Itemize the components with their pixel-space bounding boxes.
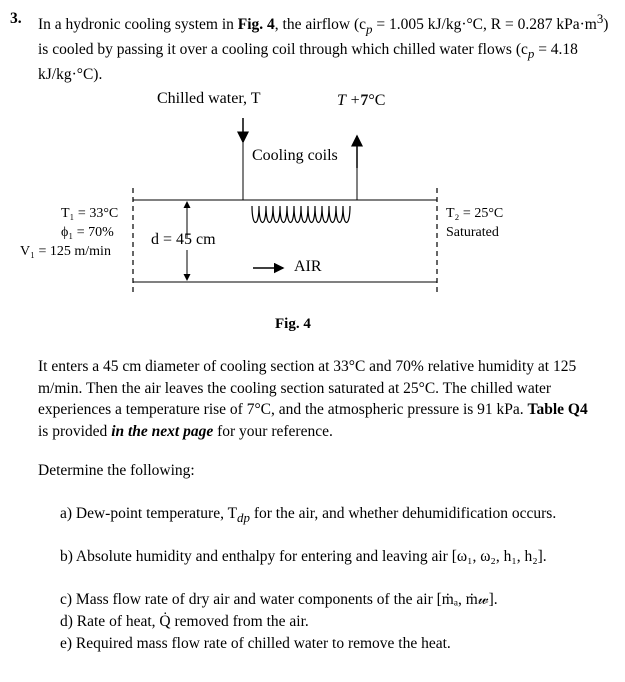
determine-heading: Determine the following: — [38, 462, 195, 479]
cooling-coil-loops — [252, 206, 350, 223]
item-b: b) Absolute humidity and enthalpy for entering and leaving air [ω₁, ω₂, h₁, h₂]. — [60, 548, 547, 565]
cooling-coils-label: Cooling coils — [252, 147, 338, 164]
paragraph-text-1: It enters a 45 cm diameter of cooling section at 33°C and 70% relative humidity at 125 m/min. Then the air leaves the cooling section saturated at 25°C. The chilled water experiences a temperature rise of 7°C, and the atmospheric pressure is 91 kPa. — [38, 358, 577, 418]
item-d: d) Rate of heat, Q̇ removed from the air. — [60, 613, 309, 630]
problem-paragraph — [38, 356, 598, 442]
item-a: a) Dew-point temperature, $T_{dp}$ for the air, and whether dehumidification occurs. — [60, 505, 557, 526]
intro-sup-3: 3 — [596, 11, 604, 26]
outlet-water-label: T +7°C — [337, 92, 386, 109]
question-intro — [10, 8, 610, 85]
inlet-humidity: ϕ₁ = 70% — [61, 225, 114, 240]
inlet-velocity: V₁ = 125 m/min — [20, 244, 111, 259]
item-c: c) Mass flow rate of dry air and water components of the air [ṁₐ, ṁ𝓌]. — [60, 591, 498, 608]
next-page-text: in the next page — [111, 422, 214, 440]
intro-text-5: = 4.18 kJ/kg·°C). — [38, 41, 578, 84]
intro-text-3: = 1.005 kJ/kg·°C, R = 0.287 kPa·m — [372, 16, 597, 34]
intro-text-2: , the airflow (c — [274, 16, 367, 34]
fig-reference: Fig. 4 — [237, 16, 275, 34]
question-text — [38, 8, 610, 85]
paragraph-text-2: is provided — [38, 422, 112, 440]
inlet-temperature: T₁ = 33°C — [61, 206, 119, 221]
intro-text-4: ) is cooled by passing it over a cooling coil through which chilled water flows (c — [38, 16, 609, 59]
table-reference: Table Q4 — [527, 401, 588, 418]
figure-caption: Fig. 4 — [275, 316, 311, 332]
cooling-system-figure — [0, 88, 625, 338]
item-e: e) Required mass flow rate of chilled water to remove the heat. — [60, 635, 451, 652]
diameter-label: d = 45 cm — [151, 231, 216, 248]
intro-sub-p2: p — [527, 46, 535, 62]
intro-text-1: In a hydronic cooling system in — [38, 16, 238, 34]
outlet-temperature: T₂ = 25°C — [446, 206, 504, 221]
question-number: 3. — [10, 10, 22, 27]
paragraph-text-3: for your reference. — [213, 422, 333, 440]
chilled-water-label: Chilled water, T — [157, 90, 261, 107]
outlet-state: Saturated — [446, 225, 499, 240]
intro-sub-p: p — [366, 21, 373, 37]
air-label: AIR — [294, 258, 322, 275]
